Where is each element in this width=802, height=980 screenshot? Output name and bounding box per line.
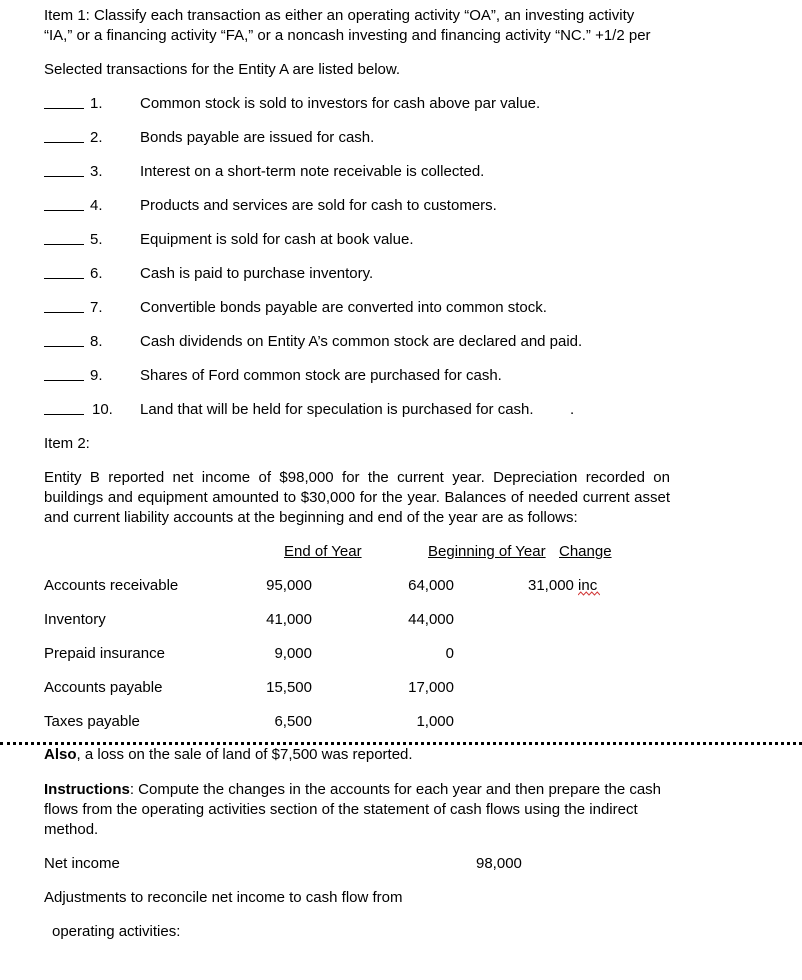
instructions-label: Instructions [44, 781, 130, 798]
end-of-year-value: 9,000 [274, 645, 312, 662]
end-of-year-value: 95,000 [266, 577, 312, 594]
item1-heading-line1: Item 1: Classify each transaction as either an operating activity “OA”, an investing activity [44, 7, 635, 24]
account-name: Taxes payable [44, 713, 140, 730]
transaction-text: Cash is paid to purchase inventory. [140, 265, 374, 282]
instructions [44, 780, 684, 840]
transaction-number: 10. [92, 401, 113, 418]
transaction-row [0, 162, 802, 184]
transaction-number: 1. [90, 95, 103, 112]
end-of-year-value: 41,000 [266, 611, 312, 628]
transaction-text: Convertible bonds payable are converted into common stock. [140, 299, 547, 316]
answer-blank[interactable] [44, 346, 84, 347]
col-header-change: Change [559, 543, 612, 560]
answer-blank[interactable] [44, 108, 84, 109]
also-note [44, 745, 413, 765]
beginning-of-year-value: 64,000 [408, 577, 454, 594]
beginning-of-year-value: 44,000 [408, 611, 454, 628]
change-value[interactable]: 31,000 inc [528, 577, 598, 594]
answer-blank[interactable] [44, 414, 84, 415]
end-of-year-value: 15,500 [266, 679, 312, 696]
transaction-number: 4. [90, 197, 103, 214]
transaction-text: Common stock is sold to investors for cash above par value. [140, 95, 541, 112]
item2-heading: Item 2: [44, 435, 90, 452]
item1-intro: Selected transactions for the Entity A are listed below. [44, 61, 401, 78]
answer-blank[interactable] [44, 312, 84, 313]
transaction-row [0, 196, 802, 218]
transaction-row [0, 332, 802, 354]
instructions-text: : Compute the changes in the accounts for each year and then prepare the cash flows from the operating activities section of the statement of cash flows using the indirect method. [44, 781, 662, 838]
transaction-number: 3. [90, 163, 103, 180]
transaction-text: Shares of Ford common stock are purchased for cash. [140, 367, 502, 384]
net-income-value: 98,000 [476, 855, 522, 872]
account-name: Prepaid insurance [44, 645, 165, 662]
end-of-year-value: 6,500 [274, 713, 312, 730]
beginning-of-year-value: 17,000 [408, 679, 454, 696]
adjustments-line1: Adjustments to reconcile net income to cash flow from [44, 889, 403, 906]
transaction-number: 9. [90, 367, 103, 384]
transaction-row [0, 94, 802, 116]
table-row [0, 610, 802, 632]
transaction-row [0, 264, 802, 286]
transaction-number: 8. [90, 333, 103, 350]
net-income-label: Net income [44, 855, 120, 872]
beginning-of-year-value: 0 [445, 645, 454, 662]
item1-heading-line2: “IA,” or a financing activity “FA,” or a noncash investing and financing activity “NC.” +1/2 per [44, 27, 651, 44]
col-header-end-of-year: End of Year [284, 543, 362, 560]
adjustments-line2: operating activities: [52, 923, 181, 940]
transaction-text: Cash dividends on Entity A’s common stock are declared and paid. [140, 333, 583, 350]
item2-paragraph: Entity B reported net income of $98,000 for the current year. Depreciation recorded on buildings and equipment amounted to $30,000 for the year. Balances of needed current asset and current liability accounts at the beginning and end of the year are as follows: [44, 469, 670, 526]
table-row [0, 712, 802, 734]
transaction-row [0, 298, 802, 320]
account-name: Inventory [44, 611, 106, 628]
account-name: Accounts receivable [44, 577, 179, 594]
beginning-of-year-value: 1,000 [416, 713, 454, 730]
transaction-number: 7. [90, 299, 103, 316]
table-row [0, 678, 802, 700]
stray-mark: . [570, 401, 575, 418]
answer-blank[interactable] [44, 380, 84, 381]
answer-blank[interactable] [44, 210, 84, 211]
transaction-text: Bonds payable are issued for cash. [140, 129, 375, 146]
table-row [0, 644, 802, 666]
transaction-text: Interest on a short-term note receivable is collected. [140, 163, 485, 180]
answer-blank[interactable] [44, 278, 84, 279]
transaction-number: 5. [90, 231, 103, 248]
transaction-row [0, 128, 802, 150]
transaction-text: Equipment is sold for cash at book value. [140, 231, 414, 248]
transaction-row [0, 366, 802, 388]
transaction-row [0, 230, 802, 252]
transaction-text: Land that will be held for speculation is purchased for cash. [140, 401, 534, 418]
spellcheck-squiggle [578, 591, 600, 597]
also-bold: Also [44, 746, 77, 763]
transaction-text: Products and services are sold for cash to customers. [140, 197, 497, 214]
table-row [0, 576, 802, 598]
answer-blank[interactable] [44, 244, 84, 245]
account-name: Accounts payable [44, 679, 163, 696]
answer-blank[interactable] [44, 176, 84, 177]
answer-blank[interactable] [44, 142, 84, 143]
transaction-number: 6. [90, 265, 103, 282]
also-rest: , a loss on the sale of land of $7,500 was reported. [76, 746, 413, 763]
col-header-beginning-of-year: Beginning of Year [428, 543, 546, 560]
transaction-number: 2. [90, 129, 103, 146]
transaction-row [0, 400, 802, 422]
